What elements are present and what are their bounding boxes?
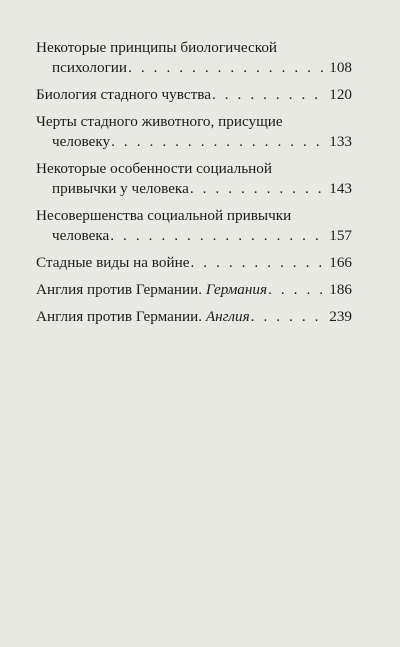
toc-entry-title-continuation: привычки у человека bbox=[52, 180, 189, 197]
toc-entry-title-continuation: психологии bbox=[52, 59, 128, 76]
toc-entry-title-italic: Англия bbox=[205, 308, 250, 325]
toc-entry-row bbox=[36, 280, 352, 300]
dot-leader bbox=[111, 132, 327, 152]
dot-leader bbox=[212, 85, 327, 105]
toc-entry-title bbox=[36, 280, 267, 300]
dot-leader bbox=[268, 280, 327, 300]
toc-entry-herd-animal-traits bbox=[36, 112, 352, 152]
toc-entry-herd-species-at-war bbox=[36, 253, 352, 273]
toc-page-number: 133 bbox=[329, 133, 352, 150]
dot-leader bbox=[251, 307, 328, 327]
toc-entry-biological-psychology bbox=[36, 38, 352, 78]
dot-leader bbox=[128, 58, 327, 78]
dot-leader bbox=[190, 253, 327, 273]
toc-entry-title-line: Черты стадного животного, присущие bbox=[36, 113, 283, 130]
toc-entry-row bbox=[36, 132, 352, 152]
toc-entry-title: Стадные виды на войне bbox=[36, 254, 190, 271]
toc-entry-title-line: Несовершенства социальной привычки bbox=[36, 207, 292, 224]
toc-page-number: 143 bbox=[329, 180, 352, 197]
toc-entry-title-italic: Германия bbox=[205, 281, 268, 298]
toc-entry-row bbox=[36, 85, 352, 105]
toc-page-number: 157 bbox=[329, 227, 352, 244]
toc-entry-row bbox=[36, 253, 352, 273]
toc-entry-row bbox=[36, 179, 352, 199]
toc-page-number: 166 bbox=[329, 254, 352, 271]
toc-entry-england-vs-germany-germany bbox=[36, 280, 352, 300]
toc-entry-row bbox=[36, 58, 352, 78]
toc-entry-title-continuation: человека bbox=[52, 227, 110, 244]
toc-entry-england-vs-germany-england bbox=[36, 307, 352, 327]
toc-entry-social-habit-features bbox=[36, 159, 352, 199]
toc-entry-title-line: Некоторые принципы биологической bbox=[36, 39, 278, 56]
toc-page-number: 186 bbox=[329, 281, 352, 298]
toc-page-number: 108 bbox=[329, 59, 352, 76]
toc-entry-herd-instinct-biology bbox=[36, 85, 352, 105]
toc-entry-row bbox=[36, 307, 352, 327]
toc-entry-title-continuation: человеку bbox=[52, 133, 111, 150]
toc-entry-title bbox=[36, 307, 250, 327]
toc-entry-title-main: Англия против Германии. bbox=[36, 308, 203, 325]
toc-entry-social-habit-imperfections bbox=[36, 206, 352, 246]
toc-page-number: 120 bbox=[329, 86, 352, 103]
toc-entry-title: Биология стадного чувства bbox=[36, 86, 211, 103]
dot-leader bbox=[190, 179, 327, 199]
dot-leader bbox=[110, 226, 327, 246]
table-of-contents bbox=[36, 38, 352, 334]
toc-entry-row bbox=[36, 226, 352, 246]
toc-entry-title-line: Некоторые особенности социальной bbox=[36, 160, 272, 177]
toc-page-number: 239 bbox=[329, 308, 352, 325]
toc-entry-title-main: Англия против Германии. bbox=[36, 281, 203, 298]
